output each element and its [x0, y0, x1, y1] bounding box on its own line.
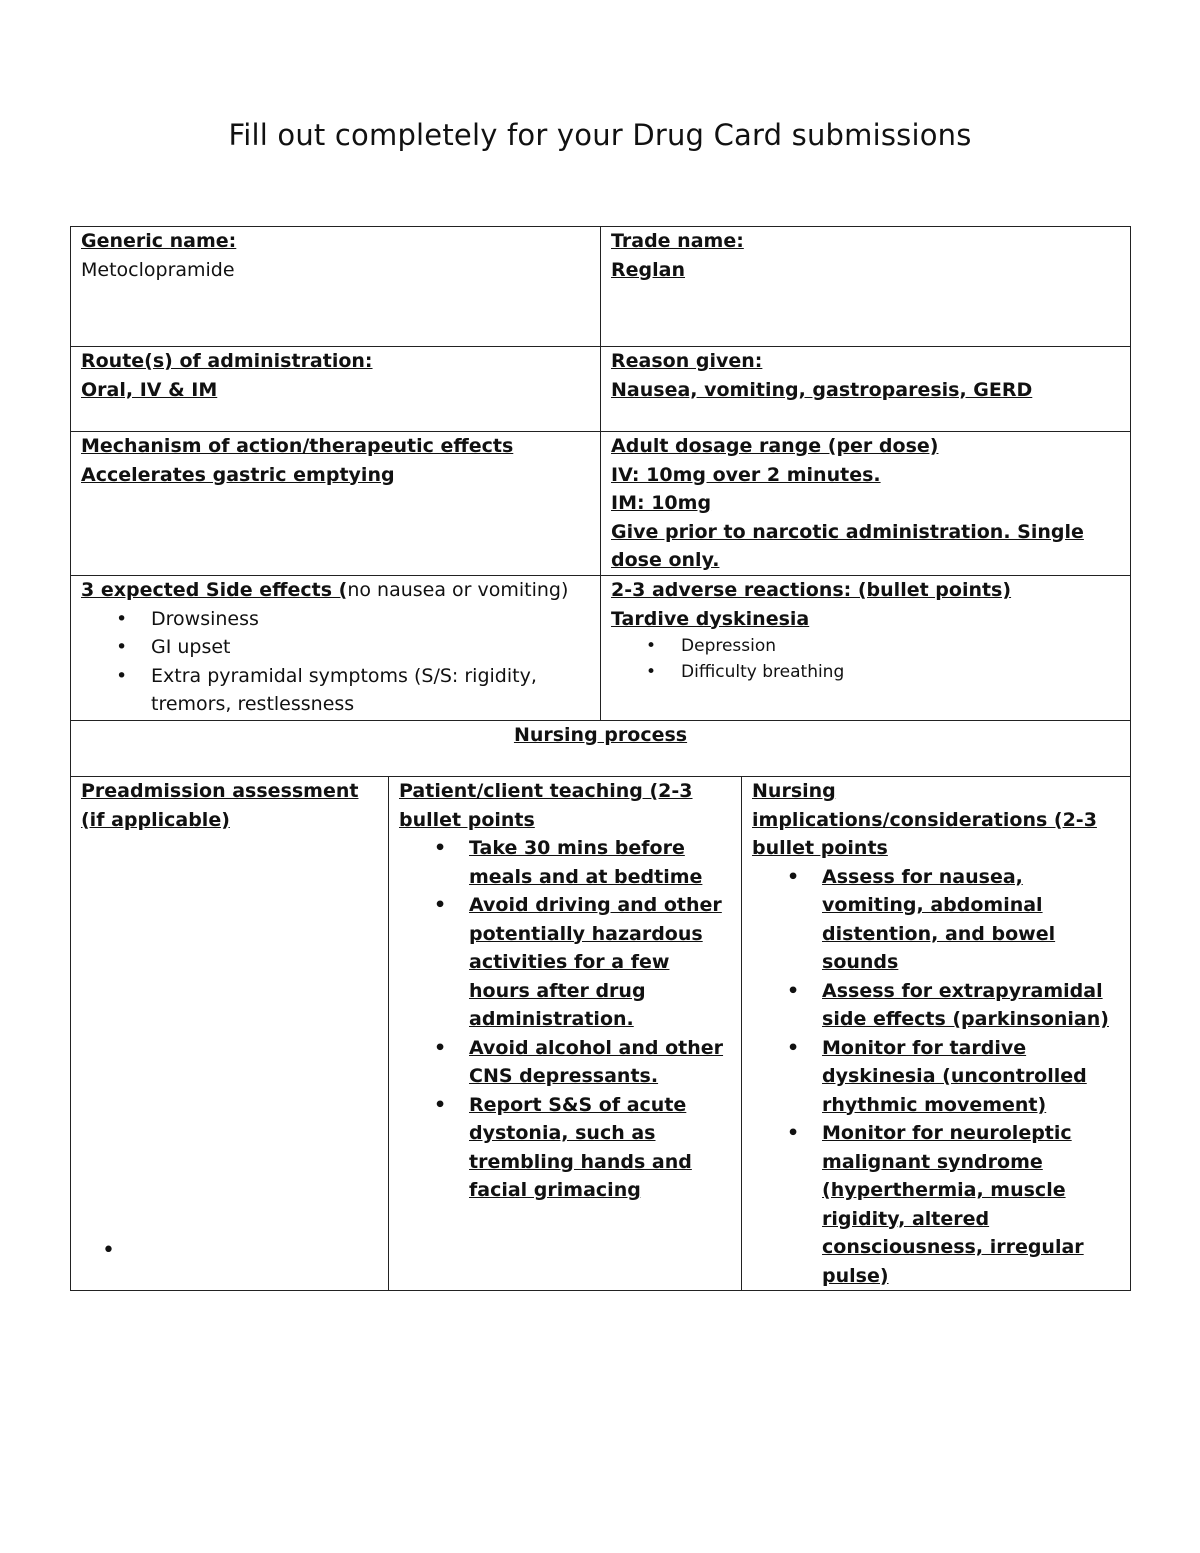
list-item: • Assess for extrapyramidal side effects (parkinsonian) [822, 977, 1120, 1034]
adverse-reactions-headline: Tardive dyskinesia [611, 607, 810, 630]
list-item: • Report S&S of acute dystonia, such as trembling hands and facial grimacing [469, 1091, 731, 1205]
mechanism-label: Mechanism of action/therapeutic effects [81, 435, 514, 457]
dosage-line: IV: 10mg over 2 minutes. [611, 463, 881, 486]
side-effects-heading [81, 576, 590, 605]
generic-name-label: Generic name: [81, 230, 237, 252]
row-nursing-details [71, 777, 1131, 1291]
drug-card-table [70, 226, 1131, 1291]
generic-name-value: Metoclopramide [81, 258, 235, 281]
row-route-reason [71, 347, 1131, 432]
adverse-reactions-label: 2-3 adverse reactions: (bullet points) [611, 579, 1012, 601]
mechanism-cell [71, 432, 601, 576]
dosage-label: Adult dosage range (per dose) [611, 435, 939, 457]
trade-name-cell [601, 227, 1131, 347]
list-item: • Avoid driving and other potentially hazardous activities for a few hours after drug administration. [469, 891, 731, 1034]
side-effects-cell [71, 576, 601, 721]
row-mechanism-dosage [71, 432, 1131, 576]
reason-label: Reason given: [611, 350, 763, 372]
row-nursing-process [71, 721, 1131, 777]
list-item: • GI upset [151, 633, 590, 662]
implications-cell [742, 777, 1131, 1291]
list-item: • Avoid alcohol and other CNS depressants. [469, 1034, 731, 1091]
adverse-reactions-cell [601, 576, 1131, 721]
list-item: • Monitor for tardive dyskinesia (uncontrolled rhythmic movement) [822, 1034, 1120, 1120]
row-names [71, 227, 1131, 347]
list-item: • Difficulty breathing [681, 659, 1120, 685]
list-item: • Assess for nausea, vomiting, abdominal distention, and bowel sounds [822, 863, 1120, 977]
teaching-label: Patient/client teaching (2-3 bullet points [399, 780, 693, 831]
mechanism-value: Accelerates gastric emptying [81, 463, 395, 486]
route-cell [71, 347, 601, 432]
trade-name-value: Reglan [611, 258, 685, 281]
list-item: • Extra pyramidal symptoms (S/S: rigidity, tremors, restlessness [151, 662, 590, 719]
nursing-process-label: Nursing process [513, 724, 688, 746]
row-effects [71, 576, 1131, 721]
dosage-cell [601, 432, 1131, 576]
list-item: • Take 30 mins before meals and at bedtime [469, 834, 731, 891]
dosage-line: IM: 10mg [611, 492, 712, 514]
route-label: Route(s) of administration: [81, 350, 373, 372]
preadmission-cell [71, 777, 389, 1291]
preadmission-label: Preadmission assessment (if applicable) [81, 780, 359, 831]
teaching-list [399, 834, 731, 1205]
page-title: Fill out completely for your Drug Card submissions [228, 118, 972, 152]
implications-label: Nursing implications/considerations (2-3 bullet points [752, 780, 1097, 859]
implications-list [752, 863, 1120, 1291]
teaching-cell [389, 777, 742, 1291]
nursing-process-cell [71, 721, 1131, 777]
reason-cell [601, 347, 1131, 432]
list-item: • Drowsiness [151, 605, 590, 634]
trade-name-label: Trade name: [611, 230, 744, 252]
side-effects-list [81, 605, 590, 719]
empty-bullet: • [102, 1238, 115, 1263]
side-effects-label-note: no nausea or vomiting) [347, 579, 569, 601]
route-value: Oral, IV & IM [81, 378, 218, 401]
list-item: • Depression [681, 633, 1120, 659]
list-item: • Monitor for neuroleptic malignant syndrome (hyperthermia, muscle rigidity, altered consciousness, irregular pulse) [822, 1119, 1120, 1290]
side-effects-label: 3 expected Side effects ( [81, 579, 348, 601]
adverse-reactions-list [611, 633, 1120, 685]
dosage-line: Give prior to narcotic administration. Single dose only. [611, 520, 1084, 571]
generic-name-cell [71, 227, 601, 347]
reason-value: Nausea, vomiting, gastroparesis, GERD [611, 378, 1033, 401]
